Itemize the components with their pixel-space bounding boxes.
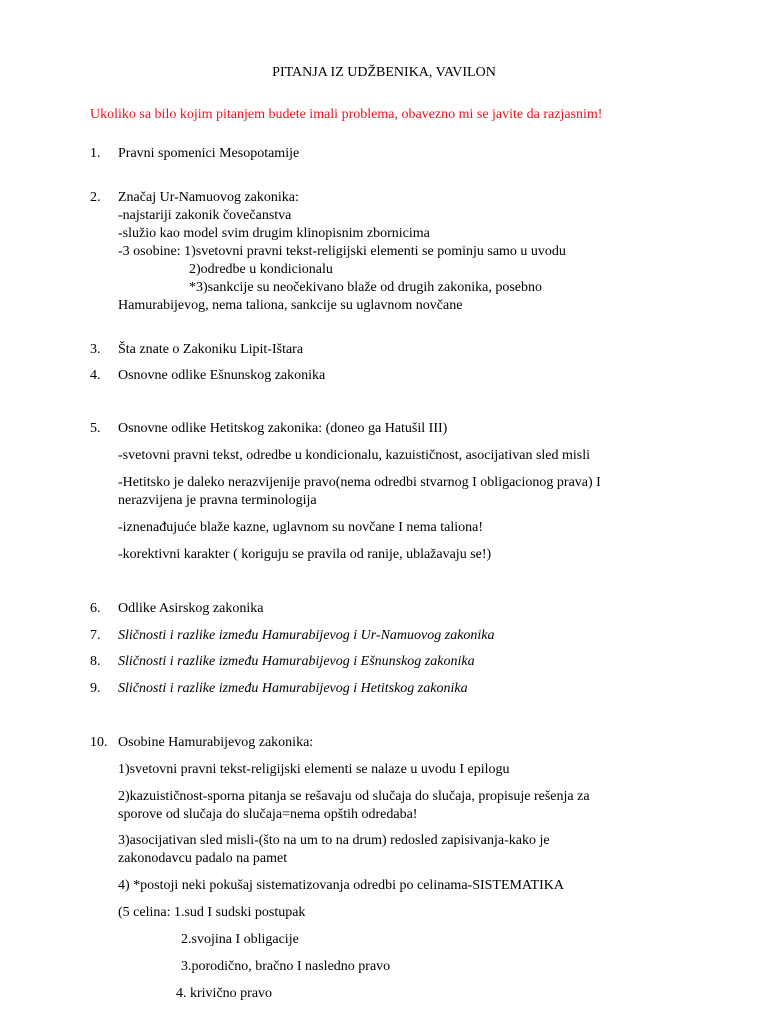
- question-number: 9.: [90, 681, 101, 696]
- question-number: 8.: [90, 654, 101, 669]
- question-text: Sličnosti i razlike između Hamurabijevog i Ur-Namuovog zakonika: [118, 628, 495, 643]
- answer-line: zakonodavcu padalo na pamet: [118, 851, 288, 866]
- question-text: Šta znate o Zakoniku Lipit-Ištara: [118, 342, 304, 357]
- question-text: Sličnosti i razlike između Hamurabijevog i Ešnunskog zakonika: [118, 654, 475, 669]
- answer-line: 1)svetovni pravni tekst-religijski elementi se nalaze u uvodu I epilogu: [118, 762, 510, 777]
- question-text: Odlike Asirskog zakonika: [118, 601, 264, 616]
- answer-line: 3)asocijativan sled misli-(što na um to na drum) redosled zapisivanja-kako je: [118, 833, 550, 848]
- answer-line: (5 celina: 1.sud I sudski postupak: [118, 905, 306, 920]
- answer-line: 4) *postoji neki pokušaj sistematizovanja odredbi po celinama-SISTEMATIKA: [118, 878, 564, 893]
- answer-line: -služio kao model svim drugim klinopisnim zbornicima: [118, 226, 430, 241]
- question-number: 5.: [90, 421, 101, 436]
- answer-line: -Hetitsko je daleko nerazvijenije pravo(nema odredbi stvarnog I obligacionog prava) I: [118, 475, 601, 490]
- question-text: Značaj Ur-Namuovog zakonika:: [118, 190, 299, 205]
- answer-line: Hamurabijevog, nema taliona, sankcije su uglavnom novčane: [118, 298, 463, 313]
- answer-line: 2.svojina I obligacije: [181, 932, 299, 947]
- answer-line: 3.porodično, bračno I nasledno pravo: [181, 959, 391, 974]
- answer-line: 2)odredbe u kondicionalu: [189, 262, 333, 277]
- question-number: 2.: [90, 190, 101, 205]
- answer-line: 4. krivično pravo: [176, 986, 273, 1001]
- answer-line: -3 osobine: 1)svetovni pravni tekst-religijski elementi se pominju samo u uvodu: [118, 244, 566, 259]
- answer-line: -iznenađujuće blaže kazne, uglavnom su novčane I nema taliona!: [118, 520, 484, 535]
- document-title: PITANJA IZ UDŽBENIKA, VAVILON: [272, 65, 496, 80]
- answer-line: 2)kazuističnost-sporna pitanja se rešavaju od slučaja do slučaja, propisuje rešenja za: [118, 789, 590, 804]
- question-number: 4.: [90, 368, 101, 383]
- question-number: 10.: [90, 735, 108, 750]
- answer-line: -svetovni pravni tekst, odredbe u kondicionalu, kazuističnost, asocijativan sled misli: [118, 448, 591, 463]
- answer-line: *3)sankcije su neočekivano blaže od drugih zakonika, posebno: [189, 280, 543, 295]
- answer-line: sporove od slučaja do slučaja=nema opštih odredaba!: [118, 807, 418, 822]
- question-number: 3.: [90, 342, 101, 357]
- answer-line: -najstariji zakonik čovečanstva: [118, 208, 292, 223]
- question-text: Pravni spomenici Mesopotamije: [118, 146, 300, 161]
- answer-line: nerazvijena je pravna terminologija: [118, 493, 317, 508]
- question-text: Osobine Hamurabijevog zakonika:: [118, 735, 314, 750]
- question-text: Osnovne odlike Hetitskog zakonika: (doneo ga Hatušil III): [118, 421, 448, 436]
- answer-line: -korektivni karakter ( koriguju se pravila od ranije, ublažavaju se!): [118, 547, 492, 562]
- question-number: 6.: [90, 601, 101, 616]
- warning-note: Ukoliko sa bilo kojim pitanjem budete imali problema, obavezno mi se javite da razjasnim!: [90, 107, 603, 122]
- question-number: 1.: [90, 146, 101, 161]
- question-text: Osnovne odlike Ešnunskog zakonika: [118, 368, 326, 383]
- question-text: Sličnosti i razlike između Hamurabijevog i Hetitskog zakonika: [118, 681, 468, 696]
- question-number: 7.: [90, 628, 101, 643]
